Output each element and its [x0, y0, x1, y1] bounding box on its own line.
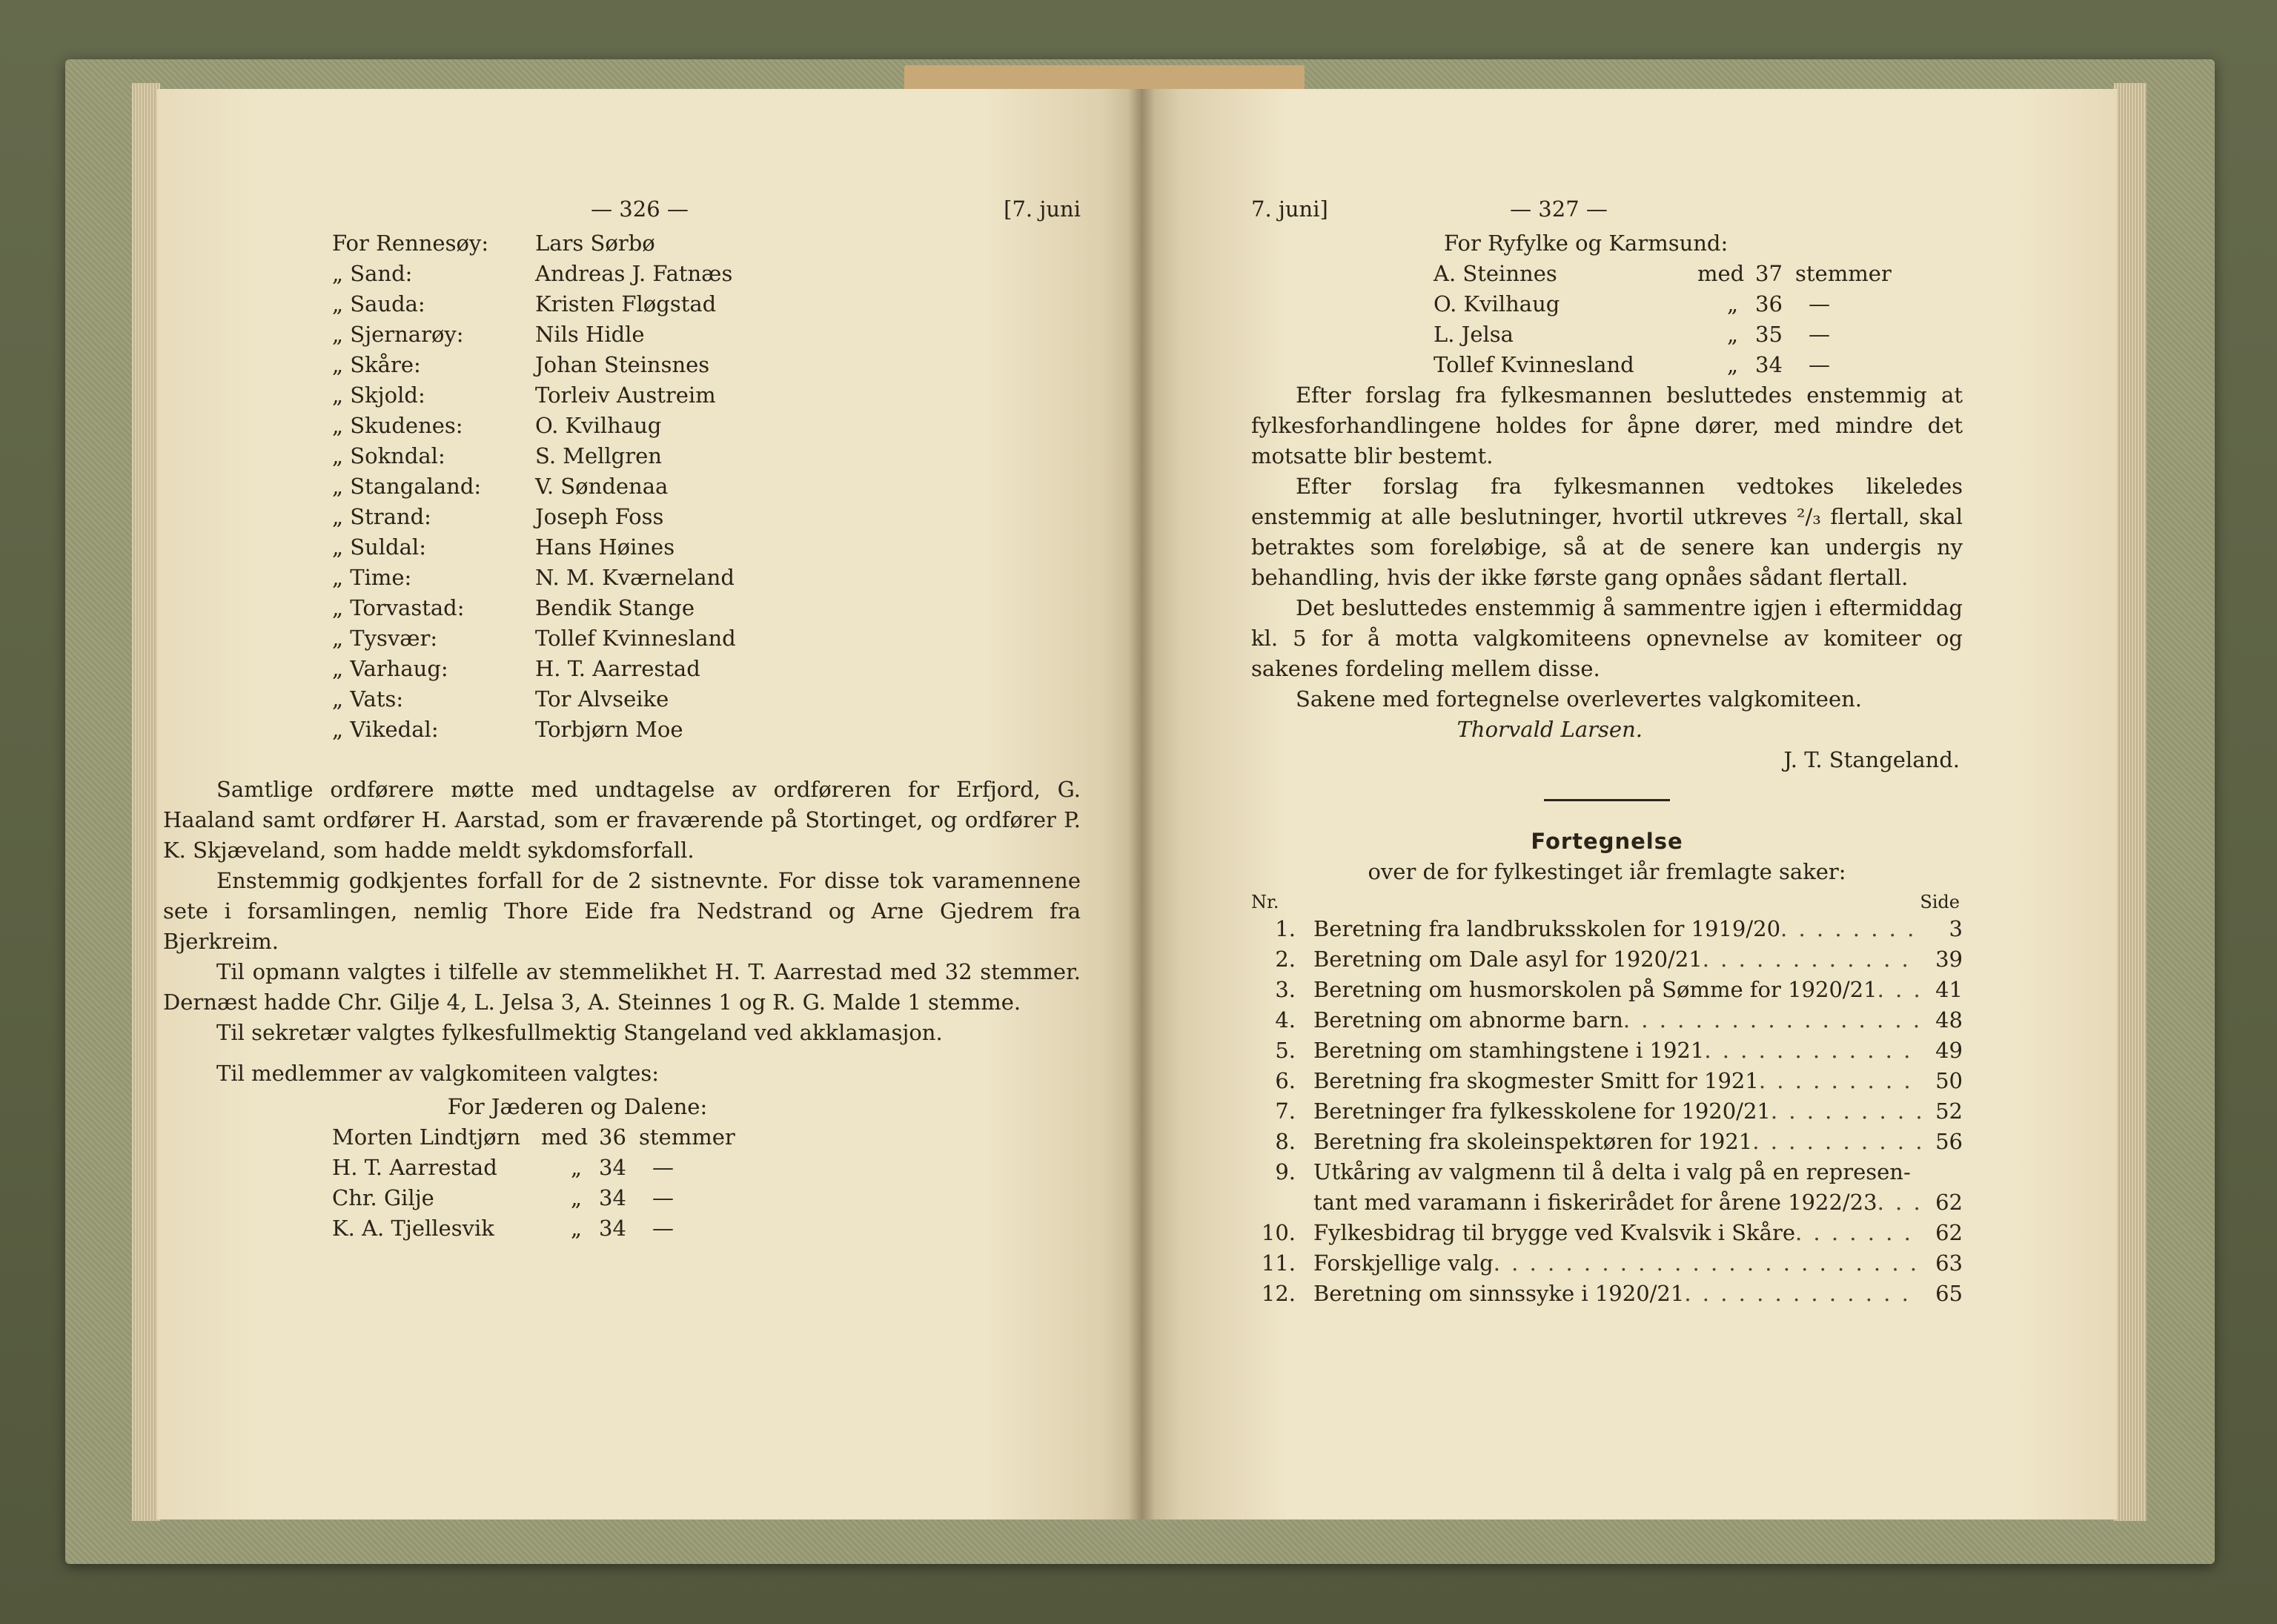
representative-row: [0, 411, 1081, 441]
representative-name: Tor Alvseike: [535, 686, 669, 712]
item-page: 56: [1935, 1129, 1963, 1154]
municipality: For Rennesøy:: [332, 231, 489, 256]
item-page: 63: [1935, 1250, 1963, 1276]
representative-name: Bendik Stange: [535, 595, 695, 620]
left-page-header: [199, 194, 1081, 228]
right-body-text: [1251, 380, 1963, 715]
representative-row: [0, 654, 1081, 684]
municipality: „ Skudenes:: [332, 413, 463, 438]
committee-heading-text: For Ryfylke og Karmsund:: [1444, 231, 1729, 256]
list-item: [1251, 914, 1963, 944]
vote-prefix: „: [1727, 291, 1739, 316]
vote-prefix: „: [571, 1155, 583, 1180]
paragraph: Efter forslag fra fylkesmannen vedtokes likeledes enstemmig at alle beslutninger, hvortil utkreves ²/₃ flertall, skal betraktes som foreløbige, så at de senere kan undergis ny behandling, hvis der ikke første gang opnåes sådant flertall.: [1251, 474, 1963, 590]
right-page-edges: [2114, 83, 2147, 1521]
leader-dots: [1759, 1066, 1921, 1096]
leader-dots: [1704, 1035, 1921, 1066]
leader-dots: [1877, 975, 1921, 1005]
item-text: Beretning fra skogmester Smitt for 1921: [1313, 1068, 1759, 1093]
item-number: 2.: [1275, 947, 1296, 972]
item-text: tant med varamann i fiskerirådet for årene 1922/23: [1313, 1190, 1877, 1215]
paragraph: Til opmann valgtes i tilfelle av stemmelikhet H. T. Aarrestad med 32 stemmer. Dernæst hadde Chr. Gilje 4, L. Jelsa 3, A. Steinnes 1 og R. G. Malde 1 stemme.: [163, 959, 1081, 1015]
right-page-date: 7. juni]: [1251, 196, 1328, 222]
representative-name: Johan Steinsnes: [535, 352, 710, 377]
municipality: „ Skåre:: [332, 352, 421, 377]
municipality: „ Time:: [332, 565, 412, 590]
list-item: [1251, 944, 1963, 975]
book-gutter: [1128, 89, 1155, 1519]
member-name: A. Steinnes: [1434, 261, 1557, 286]
representative-row: [0, 380, 1081, 411]
member-name: Tollef Kvinnesland: [1434, 352, 1634, 377]
item-number: 7.: [1275, 1098, 1296, 1124]
municipality: „ Stangaland:: [332, 474, 482, 499]
vote-count: 34: [599, 1216, 626, 1241]
vote-suffix: —: [1809, 322, 1830, 347]
vote-count: 36: [1755, 291, 1783, 316]
representative-name: N. M. Kværneland: [535, 565, 735, 590]
vote-suffix: —: [652, 1216, 674, 1241]
representatives-list: [0, 228, 1081, 745]
item-text: Beretning fra landbruksskolen for 1919/20: [1313, 916, 1781, 941]
item-number: 1.: [1275, 916, 1296, 941]
item-text: Fylkesbidrag til brygge ved Kvalsvik i Skåre: [1313, 1220, 1795, 1245]
list-item: [1251, 1066, 1963, 1096]
list-item: [1251, 1005, 1963, 1035]
paragraph: Samtlige ordførere møtte med undtagelse av ordføreren for Erfjord, G. Haaland samt ordfører H. Aarstad, som er fraværende på Stortinget, og ordfører P. K. Skjæveland, som hadde meldt sykdomsforfall.: [163, 777, 1081, 863]
representative-name: Lars Sørbø: [535, 231, 655, 256]
representative-row: [0, 502, 1081, 532]
item-number: 3.: [1275, 977, 1296, 1002]
list-item: [1251, 1157, 1963, 1187]
item-page: 3: [1949, 916, 1963, 941]
leader-dots: [1623, 1005, 1921, 1035]
item-number: 6.: [1275, 1068, 1296, 1093]
item-page: 65: [1935, 1281, 1963, 1306]
vote-suffix: —: [652, 1185, 674, 1210]
list-subtitle: over de for fylkestinget iår fremlagte saker:: [1368, 859, 1846, 884]
representative-name: H. T. Aarrestad: [535, 656, 700, 681]
item-text: Beretning om stamhingstene i 1921: [1313, 1038, 1705, 1063]
right-page-content: [1251, 194, 2118, 1309]
paragraph: Det besluttedes enstemmig å sammentre igjen i eftermiddag kl. 5 for å motta valgkomiteens opnevnelse av komiteer og sakenes fordeling mellem disse.: [1251, 595, 1963, 681]
item-page: 39: [1935, 947, 1963, 972]
representative-name: Kristen Fløgstad: [535, 291, 717, 316]
item-page: 62: [1935, 1190, 1963, 1215]
list-item-continuation: [1251, 1187, 1963, 1218]
item-number: 5.: [1275, 1038, 1296, 1063]
representative-name: O. Kvilhaug: [535, 413, 662, 438]
leader-dots: [1877, 1187, 1921, 1218]
item-page: 48: [1935, 1007, 1963, 1033]
item-text: Beretning om husmorskolen på Sømme for 1920/21: [1313, 977, 1877, 1002]
signatures: [1251, 715, 1963, 775]
vote-count: 35: [1755, 322, 1783, 347]
committee-row: [1251, 319, 2118, 350]
vote-prefix: „: [571, 1216, 583, 1241]
leader-dots: [1752, 1127, 1921, 1157]
paragraph: Til sekretær valgtes fylkesfullmektig Stangeland ved akklamasjon.: [216, 1020, 943, 1045]
leader-dots: [1703, 944, 1921, 975]
list-section: [1251, 799, 1963, 1309]
representative-row: [0, 350, 1081, 380]
representative-name: S. Mellgren: [535, 443, 662, 468]
vote-count: 37: [1755, 261, 1783, 286]
paragraph: Enstemmig godkjentes forfall for de 2 sistnevnte. For disse tok varamennene sete i forsamlingen, nemlig Thore Eide fra Nedstrand og Arne Gjedrem fra Bjerkreim.: [163, 868, 1081, 954]
committee-ryfylke: [1251, 228, 2118, 380]
item-text: Utkåring av valgmenn til å delta i valg på en represen-: [1313, 1159, 1911, 1184]
member-name: Chr. Gilje: [332, 1185, 434, 1210]
representative-name: V. Søndenaa: [535, 474, 669, 499]
municipality: „ Sauda:: [332, 291, 425, 316]
vote-suffix: —: [1809, 291, 1830, 316]
list-item: [1251, 1279, 1963, 1309]
committee-row: [1251, 259, 2118, 289]
representative-name: Tollef Kvinnesland: [535, 626, 736, 651]
item-text: Beretning om sinnssyke i 1920/21: [1313, 1281, 1685, 1306]
representative-row: [0, 593, 1081, 623]
member-name: K. A. Tjellesvik: [332, 1216, 494, 1241]
left-body-text: [163, 775, 1081, 1089]
vote-suffix: —: [1809, 352, 1830, 377]
item-number: 12.: [1261, 1281, 1296, 1306]
leader-dots: [1494, 1248, 1921, 1279]
municipality: „ Skjold:: [332, 382, 425, 408]
vote-count: 36: [599, 1124, 626, 1150]
member-name: H. T. Aarrestad: [332, 1155, 497, 1180]
vote-suffix: stemmer: [1795, 261, 1892, 286]
vote-prefix: „: [571, 1185, 583, 1210]
right-page-header: [1251, 194, 2118, 228]
representative-row: [0, 319, 1081, 350]
left-page-date: [7. juni: [1004, 196, 1081, 222]
committee-jaederen: [0, 1092, 1081, 1244]
vote-suffix: stemmer: [639, 1124, 735, 1150]
item-number: 9.: [1275, 1159, 1296, 1184]
committee-row: [1251, 289, 2118, 319]
item-page: 41: [1935, 977, 1963, 1002]
member-name: O. Kvilhaug: [1434, 291, 1560, 316]
item-text: Beretning om abnorme barn: [1313, 1007, 1623, 1033]
item-text: Forskjellige valg: [1313, 1250, 1494, 1276]
municipality: „ Strand:: [332, 504, 431, 529]
item-number: 11.: [1261, 1250, 1296, 1276]
municipality: „ Varhaug:: [332, 656, 448, 681]
municipality: „ Sjernarøy:: [332, 322, 464, 347]
list-item: [1251, 1127, 1963, 1157]
representative-row: [0, 289, 1081, 319]
representative-name: Torbjørn Moe: [535, 717, 683, 742]
representative-row: [0, 471, 1081, 502]
item-number: 8.: [1275, 1129, 1296, 1154]
member-name: Morten Lindtjørn: [332, 1124, 521, 1150]
vote-count: 34: [599, 1155, 626, 1180]
municipality: „ Torvastad:: [332, 595, 465, 620]
municipality: „ Sand:: [332, 261, 413, 286]
divider: [1544, 799, 1670, 801]
committee-row: [1251, 350, 2118, 380]
list-item: [1251, 1248, 1963, 1279]
vote-prefix: „: [1727, 322, 1739, 347]
item-page: 62: [1935, 1220, 1963, 1245]
representative-name: Hans Høines: [535, 534, 675, 560]
representative-row: [0, 715, 1081, 745]
item-page: 50: [1935, 1068, 1963, 1093]
representative-row: [0, 563, 1081, 593]
committee-row: [0, 1122, 1081, 1153]
item-text: Beretninger fra fylkesskolene for 1920/21: [1313, 1098, 1771, 1124]
municipality: „ Vikedal:: [332, 717, 439, 742]
list-title: Fortegnelse: [1531, 829, 1683, 854]
municipality: „ Sokndal:: [332, 443, 445, 468]
representative-row: [0, 684, 1081, 715]
leader-dots: [1771, 1096, 1921, 1127]
representative-row: [0, 623, 1081, 654]
vote-prefix: „: [1727, 352, 1739, 377]
paragraph: Efter forslag fra fylkesmannen besluttedes enstemmig at fylkesforhandlingene holdes for åpne dører, med mindre det motsatte blir bestemt.: [1251, 382, 1963, 468]
municipality: „ Tysvær:: [332, 626, 438, 651]
list-item: [1251, 1218, 1963, 1248]
committee-heading: For Jæderen og Dalene:: [447, 1094, 708, 1119]
committee-heading: [1251, 228, 2118, 259]
member-name: L. Jelsa: [1434, 322, 1514, 347]
item-text: Beretning fra skoleinspektøren for 1921: [1313, 1129, 1753, 1154]
vote-prefix: med: [1697, 261, 1745, 286]
municipality: „ Vats:: [332, 686, 404, 712]
vote-suffix: —: [652, 1155, 674, 1180]
vote-count: 34: [1755, 352, 1783, 377]
signature-chair: Thorvald Larsen.: [1456, 717, 1643, 742]
signature-secretary: J. T. Stangeland.: [1783, 747, 1960, 772]
right-page-number: — 327 —: [1510, 196, 1608, 222]
vote-count: 34: [599, 1185, 626, 1210]
committee-row: [0, 1153, 1081, 1183]
leader-dots: [1780, 914, 1921, 944]
paragraph: Sakene med fortegnelse overlevertes valgkomiteen.: [1296, 686, 1863, 712]
committee-row: [0, 1183, 1081, 1213]
leader-dots: [1795, 1218, 1921, 1248]
column-nr: Nr.: [1251, 892, 1279, 912]
representative-name: Torleiv Austreim: [535, 382, 716, 408]
left-page-number: — 326 —: [591, 196, 689, 222]
paragraph: Til medlemmer av valgkomiteen valgtes:: [216, 1061, 660, 1086]
item-page: 52: [1935, 1098, 1963, 1124]
leader-dots: [1684, 1279, 1921, 1309]
representative-name: Nils Hidle: [535, 322, 645, 347]
representative-row: [0, 441, 1081, 471]
item-page: 49: [1935, 1038, 1963, 1063]
list-item: [1251, 1096, 1963, 1127]
item-number: 10.: [1261, 1220, 1296, 1245]
left-page-content: [163, 194, 1081, 1244]
item-text: Beretning om Dale asyl for 1920/21: [1313, 947, 1703, 972]
representative-name: Joseph Foss: [535, 504, 664, 529]
representative-row: [0, 228, 1081, 259]
item-number: 4.: [1275, 1007, 1296, 1033]
representative-row: [0, 259, 1081, 289]
vote-prefix: med: [541, 1124, 589, 1150]
municipality: „ Suldal:: [332, 534, 426, 560]
representative-name: Andreas J. Fatnæs: [535, 261, 733, 286]
column-side: Side: [1920, 892, 1960, 912]
list-item: [1251, 1035, 1963, 1066]
list-column-headers: [1251, 887, 1963, 914]
representative-row: [0, 532, 1081, 563]
committee-row: [0, 1213, 1081, 1244]
list-item: [1251, 975, 1963, 1005]
